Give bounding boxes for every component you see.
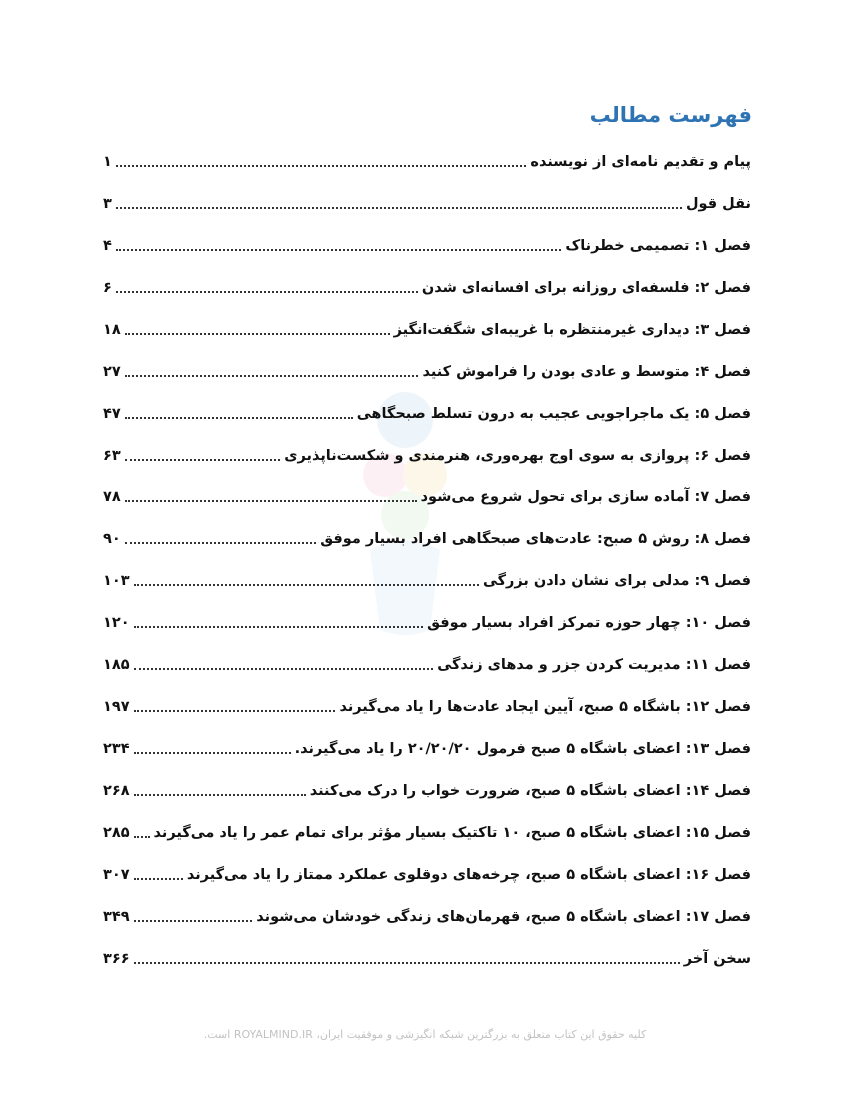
dot-leader — [134, 920, 253, 922]
toc-entry-label: فصل ۱۴: اعضای باشگاه ۵ صبح، ضرورت خواب را درک می‌کنند — [309, 783, 751, 800]
toc-entry-label: فصل ۱۳: اعضای باشگاه ۵ صبح فرمول ۲۰/۲۰/۲۰ را یاد می‌گیرند. — [294, 741, 751, 758]
toc-entry-page-number: ۲۸۵ — [103, 824, 130, 841]
toc-entry-page-number: ۳ — [103, 195, 112, 212]
toc-entry[interactable] — [103, 518, 751, 560]
toc-entry-page-number: ۴۷ — [103, 405, 121, 422]
toc-entry-label: فصل ۱۰: چهار حوزه تمرکز افراد بسیار موفق — [427, 615, 751, 632]
toc-entry-page-number: ۱۸۵ — [103, 657, 130, 674]
dot-leader — [125, 375, 419, 377]
toc-entry[interactable] — [103, 812, 751, 854]
toc-entry[interactable] — [103, 183, 751, 225]
toc-entry-label: سخن آخر — [683, 950, 751, 967]
toc-entry[interactable] — [103, 141, 751, 183]
copyright-footer: کلیه حقوق این کتاب متعلق به بزرگترین شبکه انگیزشی و موفقیت ایران، ROYALMIND.IR است. — [203, 1028, 647, 1041]
toc-entry-label: فصل ۱۷: اعضای باشگاه ۵ صبح، قهرمان‌های زندگی خودشان می‌شوند — [256, 908, 751, 925]
toc-entry[interactable] — [103, 393, 751, 435]
toc-entry[interactable] — [103, 435, 751, 477]
toc-entry[interactable] — [103, 267, 751, 309]
toc-entry-page-number: ۱۰۳ — [103, 573, 130, 590]
dot-leader — [134, 710, 336, 712]
toc-entry-page-number: ۳۴۹ — [103, 908, 130, 925]
toc-entry-page-number: ۶ — [103, 279, 112, 296]
dot-leader — [134, 794, 306, 796]
toc-entry-label: فصل ۸: روش ۵ صبح: عادت‌های صبحگاهی افراد بسیار موفق — [320, 531, 751, 548]
toc-entry-page-number: ۲۷ — [103, 363, 121, 380]
toc-entry-label: فصل ۱۲: باشگاه ۵ صبح، آیین ایجاد عادت‌ها را یاد می‌گیرند — [339, 699, 751, 716]
toc-entry-label: فصل ۵: یک ماجراجویی عجیب به درون تسلط صبحگاهی — [356, 405, 751, 422]
toc-entry-page-number: ۱۸ — [103, 321, 121, 338]
toc-entry-label: فصل ۳: دیداری غیرمنتظره با غریبه‌ای شگفت‌انگیز — [393, 321, 751, 338]
dot-leader — [134, 878, 183, 880]
toc-entry-page-number: ۲۳۴ — [103, 741, 130, 758]
toc-entry[interactable] — [103, 728, 751, 770]
toc-entry-page-number: ۳۶۶ — [103, 950, 130, 967]
toc-entry[interactable] — [103, 938, 751, 980]
toc-entry-page-number: ۶۳ — [103, 447, 121, 464]
toc-entry-label: نقل قول — [685, 195, 751, 212]
toc-entry-page-number: ۱ — [103, 153, 112, 170]
toc-title: فهرست مطالب — [589, 103, 752, 127]
dot-leader — [116, 207, 682, 209]
toc-entry-label: پیام و تقدیم نامه‌ای از نویسنده — [530, 153, 751, 170]
dot-leader — [116, 165, 527, 167]
dot-leader — [125, 333, 390, 335]
toc-entry-page-number: ۹۰ — [103, 531, 121, 548]
dot-leader — [125, 500, 417, 502]
toc-entry-page-number: ۳۰۷ — [103, 866, 130, 883]
dot-leader — [125, 417, 353, 419]
dot-leader — [134, 668, 434, 670]
toc-entry-label: فصل ۱۱: مدیریت کردن جزر و مدهای زندگی — [437, 657, 751, 674]
toc-entry[interactable] — [103, 686, 751, 728]
toc-entry[interactable] — [103, 225, 751, 267]
dot-leader — [134, 962, 680, 964]
toc-entry-page-number: ۴ — [103, 237, 112, 254]
toc-entry-page-number: ۷۸ — [103, 489, 121, 506]
toc-entry-label: فصل ۴: متوسط و عادی بودن را فراموش کنید — [422, 363, 751, 380]
toc-entry-page-number: ۱۹۷ — [103, 699, 130, 716]
toc-entry-page-number: ۲۶۸ — [103, 783, 130, 800]
toc-entry[interactable] — [103, 477, 751, 519]
dot-leader — [134, 752, 291, 754]
toc-entry-label: فصل ۱: تصمیمی خطرناک — [565, 237, 751, 254]
toc-entry-label: فصل ۹: مدلی برای نشان دادن بزرگی — [482, 573, 751, 590]
toc-entry-label: فصل ۲: فلسفه‌ای روزانه برای افسانه‌ای شدن — [421, 279, 751, 296]
toc-entry[interactable] — [103, 351, 751, 393]
dot-leader — [116, 249, 562, 251]
dot-leader — [116, 291, 418, 293]
toc-entry[interactable] — [103, 560, 751, 602]
toc-entry-label: فصل ۱۶: اعضای باشگاه ۵ صبح، چرخه‌های دوقلوی عملکرد ممتاز را یاد می‌گیرند — [186, 866, 751, 883]
toc-entry[interactable] — [103, 602, 751, 644]
dot-leader — [134, 584, 479, 586]
toc-entry-label: فصل ۷: آماده سازی برای تحول شروع می‌شود — [420, 489, 751, 506]
dot-leader — [125, 459, 280, 461]
toc-entry-page-number: ۱۲۰ — [103, 615, 130, 632]
dot-leader — [134, 626, 424, 628]
dot-leader — [125, 542, 316, 544]
toc-entry[interactable] — [103, 309, 751, 351]
toc-entry[interactable] — [103, 770, 751, 812]
dot-leader — [134, 836, 150, 838]
toc-list — [103, 141, 751, 980]
toc-entry[interactable] — [103, 896, 751, 938]
toc-entry[interactable] — [103, 644, 751, 686]
toc-entry[interactable] — [103, 854, 751, 896]
toc-entry-label: فصل ۶: پروازی به سوی اوج بهره‌وری، هنرمندی و شکست‌ناپذیری — [284, 447, 751, 464]
toc-entry-label: فصل ۱۵: اعضای باشگاه ۵ صبح، ۱۰ تاکتیک بسیار مؤثر برای تمام عمر را یاد می‌گیرند — [153, 824, 751, 841]
